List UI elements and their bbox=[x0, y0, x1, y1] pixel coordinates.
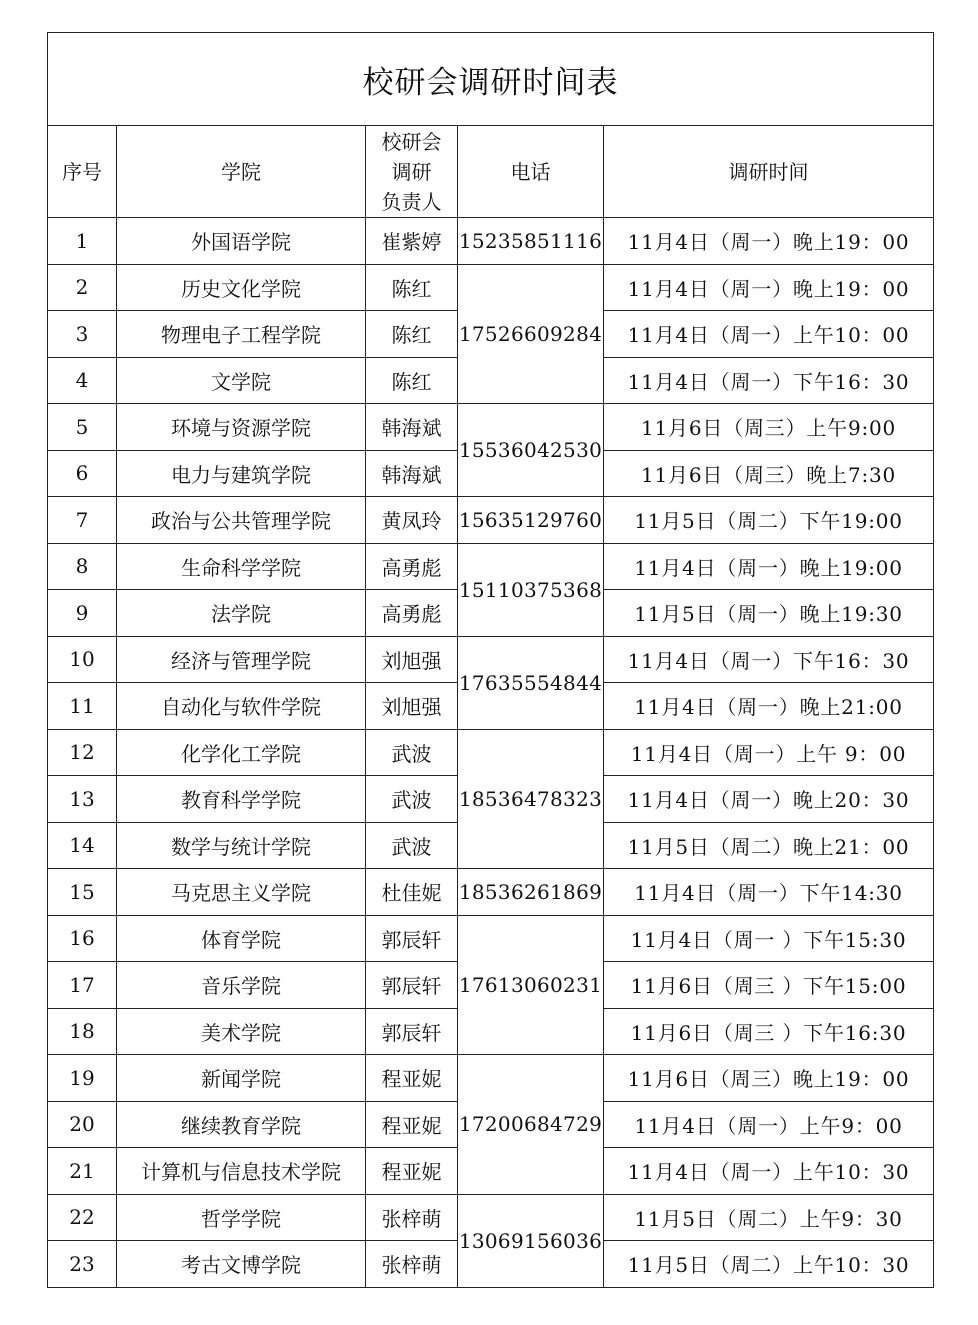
phone-number: 17635554844 bbox=[458, 636, 604, 729]
schedule-table bbox=[47, 32, 934, 1288]
leader-name: 陈红 bbox=[366, 311, 458, 358]
header-college: 学院 bbox=[117, 126, 366, 218]
row-index: 2 bbox=[48, 264, 117, 311]
table-row bbox=[48, 1055, 934, 1102]
college-name: 继续教育学院 bbox=[117, 1101, 366, 1148]
college-name: 法学院 bbox=[117, 590, 366, 637]
header-time: 调研时间 bbox=[604, 126, 934, 218]
header-leader-line: 负责人 bbox=[381, 189, 442, 214]
table-row bbox=[48, 869, 934, 916]
table-row bbox=[48, 404, 934, 451]
college-name: 物理电子工程学院 bbox=[117, 311, 366, 358]
leader-name: 刘旭强 bbox=[366, 683, 458, 730]
table-row bbox=[48, 543, 934, 590]
survey-time: 11月4日（周一）晚上21:00 bbox=[604, 683, 934, 730]
college-name: 自动化与软件学院 bbox=[117, 683, 366, 730]
survey-time: 11月5日（周二）上午10：30 bbox=[604, 1241, 934, 1288]
leader-name: 武波 bbox=[366, 822, 458, 869]
college-name: 计算机与信息技术学院 bbox=[117, 1148, 366, 1195]
row-index: 17 bbox=[48, 962, 117, 1009]
row-index: 8 bbox=[48, 543, 117, 590]
leader-name: 郭辰轩 bbox=[366, 915, 458, 962]
leader-name: 程亚妮 bbox=[366, 1148, 458, 1195]
survey-time: 11月5日（周一）晚上19:30 bbox=[604, 590, 934, 637]
table-row bbox=[48, 218, 934, 265]
survey-time: 11月4日（周一）下午16：30 bbox=[604, 636, 934, 683]
college-name: 体育学院 bbox=[117, 915, 366, 962]
row-index: 12 bbox=[48, 729, 117, 776]
leader-name: 程亚妮 bbox=[366, 1055, 458, 1102]
leader-name: 张梓萌 bbox=[366, 1241, 458, 1288]
header-leader-line: 调研 bbox=[391, 159, 432, 184]
college-name: 外国语学院 bbox=[117, 218, 366, 265]
leader-name: 韩海斌 bbox=[366, 404, 458, 451]
leader-name: 武波 bbox=[366, 729, 458, 776]
survey-time: 11月5日（周二）下午19:00 bbox=[604, 497, 934, 544]
leader-name: 韩海斌 bbox=[366, 450, 458, 497]
college-name: 文学院 bbox=[117, 357, 366, 404]
leader-name: 程亚妮 bbox=[366, 1101, 458, 1148]
survey-time: 11月4日（周一）上午10：30 bbox=[604, 1148, 934, 1195]
row-index: 21 bbox=[48, 1148, 117, 1195]
phone-number: 15110375368 bbox=[458, 543, 604, 636]
phone-number: 15536042530 bbox=[458, 404, 604, 497]
college-name: 美术学院 bbox=[117, 1008, 366, 1055]
row-index: 19 bbox=[48, 1055, 117, 1102]
survey-time: 11月6日（周三）晚上7:30 bbox=[604, 450, 934, 497]
leader-name: 刘旭强 bbox=[366, 636, 458, 683]
row-index: 15 bbox=[48, 869, 117, 916]
leader-name: 高勇彪 bbox=[366, 590, 458, 637]
row-index: 7 bbox=[48, 497, 117, 544]
survey-time: 11月4日（周一）上午9：00 bbox=[604, 1101, 934, 1148]
college-name: 生命科学学院 bbox=[117, 543, 366, 590]
college-name: 哲学学院 bbox=[117, 1194, 366, 1241]
table-body bbox=[48, 218, 934, 1288]
survey-time: 11月4日（周一）上午10：00 bbox=[604, 311, 934, 358]
table-row bbox=[48, 1194, 934, 1241]
phone-number: 17613060231 bbox=[458, 915, 604, 1055]
table-row bbox=[48, 729, 934, 776]
row-index: 1 bbox=[48, 218, 117, 265]
survey-time: 11月6日（周三）上午9:00 bbox=[604, 404, 934, 451]
survey-time: 11月5日（周二）晚上21：00 bbox=[604, 822, 934, 869]
row-index: 20 bbox=[48, 1101, 117, 1148]
phone-number: 17200684729 bbox=[458, 1055, 604, 1195]
row-index: 11 bbox=[48, 683, 117, 730]
header-index: 序号 bbox=[48, 126, 117, 218]
row-index: 4 bbox=[48, 357, 117, 404]
survey-time: 11月4日（周一）下午14:30 bbox=[604, 869, 934, 916]
row-index: 22 bbox=[48, 1194, 117, 1241]
leader-name: 武波 bbox=[366, 776, 458, 823]
college-name: 环境与资源学院 bbox=[117, 404, 366, 451]
title-row bbox=[48, 33, 934, 126]
survey-time: 11月4日（周一）晚上19：00 bbox=[604, 218, 934, 265]
row-index: 9 bbox=[48, 590, 117, 637]
row-index: 13 bbox=[48, 776, 117, 823]
survey-time: 11月6日（周三 ）下午16:30 bbox=[604, 1008, 934, 1055]
survey-time: 11月6日（周三 ）下午15:00 bbox=[604, 962, 934, 1009]
phone-number: 18536261869 bbox=[458, 869, 604, 916]
row-index: 16 bbox=[48, 915, 117, 962]
row-index: 6 bbox=[48, 450, 117, 497]
leader-name: 崔紫婷 bbox=[366, 218, 458, 265]
header-phone: 电话 bbox=[458, 126, 604, 218]
phone-number: 18536478323 bbox=[458, 729, 604, 869]
table-row bbox=[48, 264, 934, 311]
college-name: 马克思主义学院 bbox=[117, 869, 366, 916]
college-name: 经济与管理学院 bbox=[117, 636, 366, 683]
phone-number: 15635129760 bbox=[458, 497, 604, 544]
survey-time: 11月4日（周一）晚上19：00 bbox=[604, 264, 934, 311]
leader-name: 郭辰轩 bbox=[366, 1008, 458, 1055]
survey-time: 11月6日（周三）晚上19：00 bbox=[604, 1055, 934, 1102]
table-row bbox=[48, 497, 934, 544]
leader-name: 陈红 bbox=[366, 357, 458, 404]
college-name: 政治与公共管理学院 bbox=[117, 497, 366, 544]
college-name: 电力与建筑学院 bbox=[117, 450, 366, 497]
college-name: 化学化工学院 bbox=[117, 729, 366, 776]
survey-time: 11月4日（周一）晚上19:00 bbox=[604, 543, 934, 590]
row-index: 5 bbox=[48, 404, 117, 451]
survey-time: 11月4日（周一 ）下午15:30 bbox=[604, 915, 934, 962]
survey-time: 11月4日（周一）下午16：30 bbox=[604, 357, 934, 404]
leader-name: 黄凤玲 bbox=[366, 497, 458, 544]
row-index: 3 bbox=[48, 311, 117, 358]
college-name: 音乐学院 bbox=[117, 962, 366, 1009]
college-name: 历史文化学院 bbox=[117, 264, 366, 311]
leader-name: 陈红 bbox=[366, 264, 458, 311]
college-name: 新闻学院 bbox=[117, 1055, 366, 1102]
college-name: 教育科学学院 bbox=[117, 776, 366, 823]
leader-name: 杜佳妮 bbox=[366, 869, 458, 916]
phone-number: 15235851116 bbox=[458, 218, 604, 265]
phone-number: 13069156036 bbox=[458, 1194, 604, 1287]
header-leader bbox=[366, 126, 458, 218]
phone-number: 17526609284 bbox=[458, 264, 604, 404]
survey-time: 11月4日（周一）上午 9：00 bbox=[604, 729, 934, 776]
row-index: 23 bbox=[48, 1241, 117, 1288]
page-title: 校研会调研时间表 bbox=[48, 33, 934, 126]
row-index: 14 bbox=[48, 822, 117, 869]
header-leader-line: 校研会 bbox=[381, 129, 442, 154]
leader-name: 高勇彪 bbox=[366, 543, 458, 590]
college-name: 数学与统计学院 bbox=[117, 822, 366, 869]
leader-name: 张梓萌 bbox=[366, 1194, 458, 1241]
row-index: 10 bbox=[48, 636, 117, 683]
header-row bbox=[48, 126, 934, 218]
leader-name: 郭辰轩 bbox=[366, 962, 458, 1009]
table-row bbox=[48, 636, 934, 683]
college-name: 考古文博学院 bbox=[117, 1241, 366, 1288]
row-index: 18 bbox=[48, 1008, 117, 1055]
survey-time: 11月5日（周二）上午9：30 bbox=[604, 1194, 934, 1241]
table-row bbox=[48, 915, 934, 962]
survey-time: 11月4日（周一）晚上20：30 bbox=[604, 776, 934, 823]
